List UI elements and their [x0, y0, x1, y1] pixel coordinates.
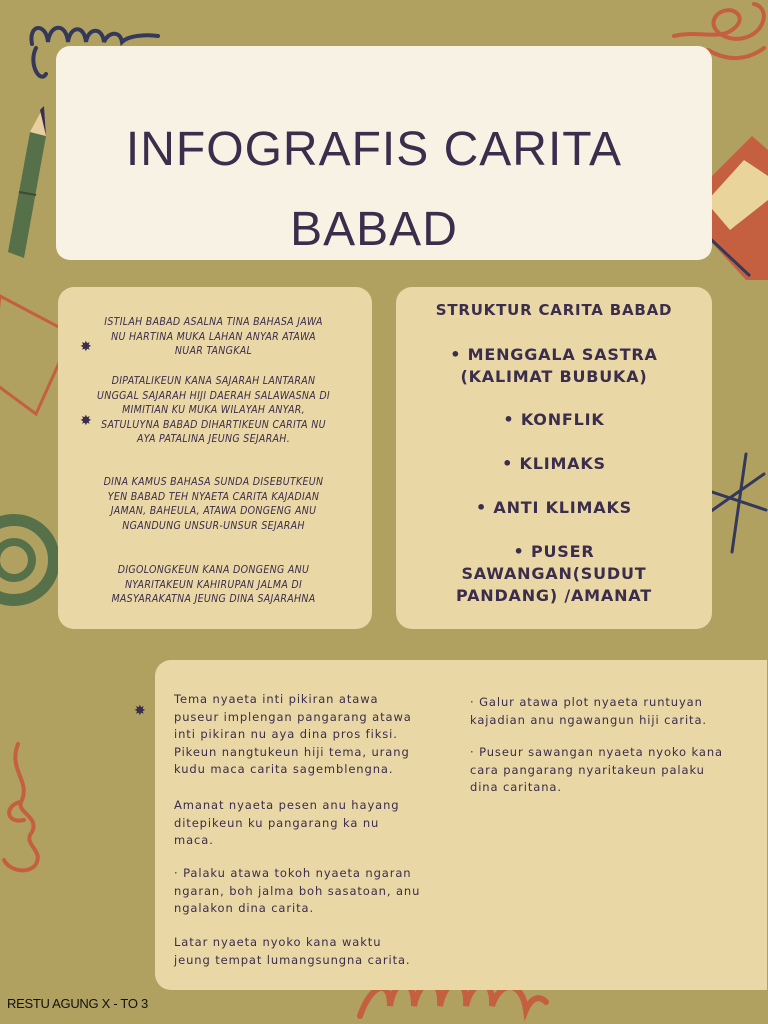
star-bullet-icon: ✸	[80, 413, 92, 429]
spiral-green-left	[0, 508, 64, 614]
elements-paragraph-latar: Latar nyaeta nyoko kana waktu jeung tempat lumangsungna carita.	[174, 935, 411, 967]
scribble-orange-left	[0, 740, 50, 880]
star-bullet-icon: ✸	[80, 339, 92, 355]
page-title: INFOGRAFIS CARITA BABAD	[125, 123, 623, 257]
author-credit: RESTU AGUNG X - TO 3	[7, 996, 148, 1011]
star-bullet-icon: ✸	[134, 703, 146, 719]
definition-paragraph-2: DIPATALIKEUN KANA SAJARAH LANTARAN UNGGAL SAJARAH HIJI DAERAH SALAWASNA DI MIMITIAN KU MUKA WILAYAH ANYAR, SATULUYNA BABAD DIHARTIKEUN CARITA NU AYA PATALINA JEUNG SEJARAH.	[96, 375, 330, 446]
structure-item: • ANTI KLIMAKS	[476, 498, 632, 517]
definition-paragraph-3: DINA KAMUS BAHASA SUNDA DISEBUTKEUN YEN BABAD TEH NYAETA CARITA KAJADIAN JAMAN, BAHEULA, ATAWA DONGENG ANU NGANDUNG UNSUR-UNSUR SEJARAH	[103, 476, 324, 532]
title-card	[56, 46, 712, 260]
definition-card	[58, 287, 372, 629]
elements-paragraph-tema: Tema nyaeta inti pikiran atawa puseur implengan pangarang atawa inti pikiran nu aya dina pros fiksi. Pikeun nangtukeun hiji tema, urang kudu maca carita sagemblengna.	[174, 692, 412, 777]
structure-item: • KONFLIK	[503, 410, 605, 429]
definition-paragraph-1: ISTILAH BABAD ASALNA TINA BAHASA JAWA NU HARTINA MUKA LAHAN ANYAR ATAWA NUAR TANGKAL	[104, 316, 323, 358]
structure-item: • PUSER SAWANGAN(SUDUT PANDANG) /AMANAT	[456, 542, 652, 605]
structure-item: • MENGGALA SASTRA (KALIMAT BUBUKA)	[450, 345, 658, 386]
elements-paragraph-palaku: · Palaku atawa tokoh nyaeta ngaran ngaran, boh jalma boh sasatoan, anu ngalakon dina carita.	[174, 866, 421, 916]
structure-item: • KLIMAKS	[502, 454, 606, 473]
elements-paragraph-amanat: Amanat nyaeta pesen anu hayang ditepikeun ku pangarang ka nu maca.	[174, 798, 400, 848]
elements-paragraph-galur: · Galur atawa plot nyaeta runtuyan kajadian anu ngawangun hiji carita.	[470, 695, 707, 727]
elements-paragraph-puseur-sawangan: · Puseur sawangan nyaeta nyoko kana cara pangarang nyaritakeun palaku dina caritana.	[470, 745, 723, 795]
elements-card	[155, 660, 767, 990]
definition-paragraph-4: DIGOLONGKEUN KANA DONGENG ANU NYARITAKEUN KAHIRUPAN JALMA DI MASYARAKATNA JEUNG DINA SAJARAHNA	[111, 564, 316, 606]
structure-card	[396, 287, 712, 629]
pencil-icon	[0, 92, 56, 262]
structure-heading: STRUKTUR CARITA BABAD	[435, 301, 673, 319]
